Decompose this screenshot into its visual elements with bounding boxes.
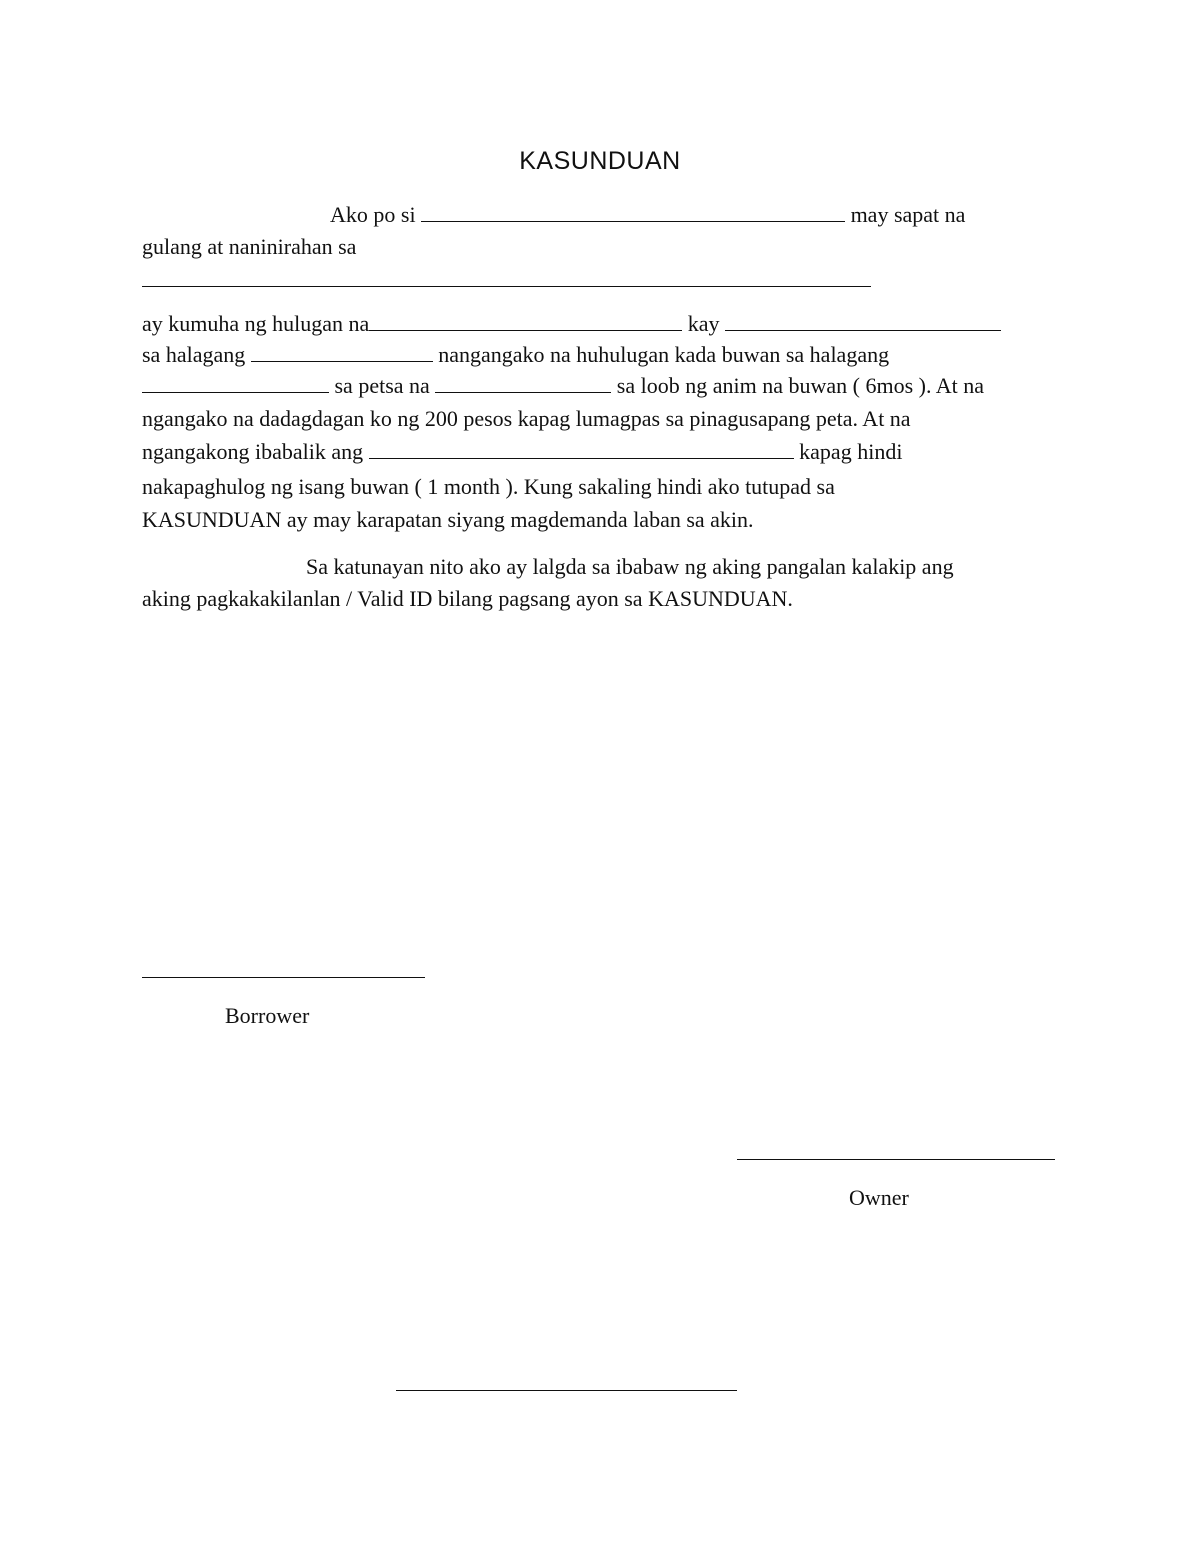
para1-line-8 — [142, 438, 902, 466]
text: may sapat na — [850, 202, 966, 227]
witness-signature-line[interactable] — [396, 1390, 737, 1391]
text: ay kumuha ng hulugan na — [142, 311, 370, 336]
document-title: KASUNDUAN — [519, 147, 681, 175]
para1-line-10: KASUNDUAN ay may karapatan siyang magdemanda laban sa akin. — [142, 507, 754, 532]
owner-label: Owner — [849, 1185, 909, 1210]
borrower-label: Borrower — [225, 1003, 310, 1028]
para1-line-4 — [142, 310, 1001, 338]
return-item-blank[interactable] — [369, 438, 794, 459]
para1-line-7: ngangako na dadagdagan ko ng 200 pesos kapag lumagpas sa pinagusapang peta. At na — [142, 406, 911, 431]
text: nangangako na huhulugan kada buwan sa halagang — [438, 342, 890, 367]
para1-line-2: gulang at naninirahan sa — [142, 234, 357, 259]
address-blank[interactable] — [142, 286, 871, 287]
para1-line-5 — [142, 341, 889, 369]
para1-line-9: nakapaghulog ng isang buwan ( 1 month ). Kung sakaling hindi ako tutupad sa — [142, 474, 835, 499]
text: ngangakong ibabalik ang — [142, 439, 364, 464]
text: sa petsa na — [334, 373, 430, 398]
borrower-signature-line[interactable] — [142, 977, 425, 978]
text: Ako po si — [330, 202, 416, 227]
monthly-amount-blank[interactable] — [142, 372, 329, 393]
para2-line-1: Sa katunayan nito ako ay lalgda sa ibabaw ng aking pangalan kalakip ang — [306, 554, 954, 579]
para1-line-1 — [330, 201, 965, 229]
text: sa halagang — [142, 342, 246, 367]
owner-signature-line[interactable] — [737, 1159, 1055, 1160]
date-blank[interactable] — [435, 372, 611, 393]
amount-blank[interactable] — [251, 341, 433, 362]
name-blank[interactable] — [421, 201, 845, 222]
text: kay — [687, 311, 720, 336]
text: kapag hindi — [799, 439, 903, 464]
item-blank[interactable] — [369, 310, 682, 331]
para1-line-6 — [142, 372, 984, 400]
text: sa loob ng anim na buwan ( 6mos ). At na — [616, 373, 985, 398]
owner-name-blank[interactable] — [725, 310, 1001, 331]
para2-line-2: aking pagkakakilanlan / Valid ID bilang pagsang ayon sa KASUNDUAN. — [142, 586, 793, 611]
